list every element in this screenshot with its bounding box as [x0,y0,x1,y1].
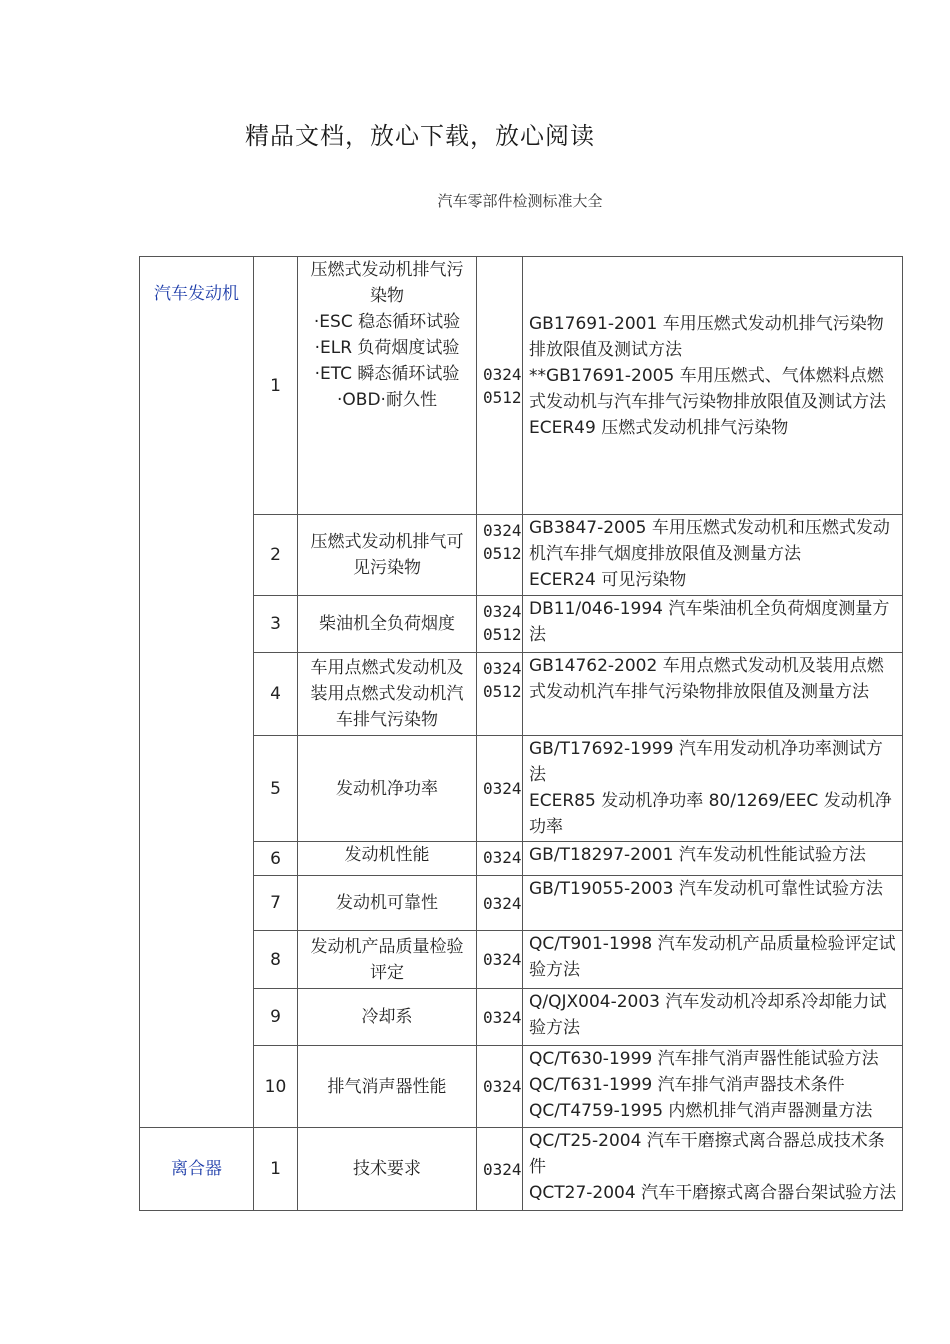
standards-cell [523,257,903,515]
test-item-label: 压燃式发动机排气可见污染物 [310,532,464,578]
code-cell [477,653,523,736]
standard-entry: QCT27-2004 汽车干磨擦式离合器台架试验方法 [529,1183,897,1203]
code-cell: 0324 [477,989,523,1046]
standards-cell [523,515,903,596]
code-value: 0324 [483,848,522,867]
standards-cell [523,1046,903,1128]
standard-entry: **GB17691-2005 车用压燃式、气体燃料点燃式发动机与汽车排气污染物排放限值及测试方法 [529,366,886,412]
test-item [298,1128,477,1211]
code-cell: 0324 [477,1046,523,1128]
test-item [298,736,477,842]
table-row [140,596,903,653]
test-subitem: ·ETC 瞬态循环试验 [314,364,460,384]
document-banner: 精品文档，放心下载，放心阅读 [245,122,595,150]
test-item [298,876,477,931]
row-number: 2 [254,515,298,596]
test-item [298,842,477,876]
standard-entry: QC/T630-1999 汽车排气消声器性能试验方法 [529,1049,879,1069]
document-title: 汽车零部件检测标准大全 [437,192,603,210]
table-row [140,1128,903,1211]
code-cell: 0324 [477,736,523,842]
standards-cell [523,653,903,736]
test-item-label: 发动机性能 [344,845,430,865]
standard-entry: GB3847-2005 车用压燃式发动机和压燃式发动机汽车排气烟度排放限值及测量方法 [529,518,890,564]
standards-list [529,1128,898,1206]
table-row [140,257,903,515]
standard-entry: ECER85 发动机净功率 80/1269/EEC 发动机净功率 [529,791,892,837]
row-number: 9 [254,989,298,1046]
table-row [140,1046,903,1128]
standard-entry: QC/T631-1999 汽车排气消声器技术条件 [529,1075,845,1095]
row-number: 5 [254,736,298,842]
code-cell [477,842,523,876]
standards-cell [523,876,903,931]
test-item-label: 发动机产品质量检验评定 [310,936,464,983]
standard-entry: GB/T19055-2003 汽车发动机可靠性试验方法 [529,879,883,899]
test-item [298,257,477,515]
standard-entry: GB17691-2001 车用压燃式发动机排气污染物排放限值及测试方法 [529,314,884,360]
test-item-label: 发动机净功率 [336,778,438,799]
standard-entry: ECER49 压燃式发动机排气污染物 [529,418,789,438]
standard-entry: Q/QJX004-2003 汽车发动机冷却系冷却能力试验方法 [529,992,887,1038]
test-item [298,515,477,596]
code-cell [477,515,523,596]
test-item [298,989,477,1046]
category-cell [140,1128,254,1211]
test-subitem: ·ESC 稳态循环试验 [313,312,461,332]
row-number: 1 [254,257,298,515]
table-row [140,842,903,876]
code-cell: 0324 [477,876,523,931]
table-row [140,736,903,842]
code-cell [477,596,523,653]
category-cell [140,257,254,1128]
test-item [298,653,477,736]
row-number: 1 [254,1128,298,1211]
row-number: 3 [254,596,298,653]
test-subitem: ·ELR 负荷烟度试验 [314,338,460,358]
row-number: 6 [254,842,298,876]
standards-cell [523,1128,903,1211]
standard-entry: DB11/046-1994 汽车柴油机全负荷烟度测量方法 [529,599,890,645]
test-subitem: ·OBD·耐久性 [337,390,437,410]
test-item-label: 排气消声器性能 [327,1076,447,1097]
table-row [140,931,903,989]
standard-entry: QC/T25-2004 汽车干磨擦式离合器总成技术条件 [529,1131,885,1177]
test-item-label: 发动机可靠性 [336,893,438,913]
standard-entry: GB/T17692-1999 汽车用发动机净功率测试方法 [529,739,883,785]
test-item [298,1046,477,1128]
row-number: 10 [254,1046,298,1128]
code-value: 0324 0512 [483,659,522,701]
test-item-label: 柴油机全负荷烟度 [319,614,455,634]
table-row [140,653,903,736]
category-label: 汽车发动机 [154,284,239,304]
standards-cell [523,989,903,1046]
test-item [298,931,477,989]
row-number: 8 [254,931,298,989]
test-item-label: 技术要求 [353,1159,421,1179]
test-item-label: 冷却系 [361,1007,413,1027]
table-row [140,876,903,931]
code-cell: 0324 0512 [477,257,523,515]
test-item-label: 车用点燃式发动机及装用点燃式发动机汽车排气污染物 [310,658,464,730]
code-value: 0324 0512 [483,602,522,644]
standard-entry: QC/T901-1998 汽车发动机产品质量检验评定试验方法 [529,934,896,980]
standards-table [139,256,903,1211]
standards-cell [523,596,903,653]
test-item [298,596,477,653]
row-number: 4 [254,653,298,736]
code-cell: 0324 [477,931,523,989]
standards-cell [523,736,903,842]
standard-entry: GB/T18297-2001 汽车发动机性能试验方法 [529,845,866,865]
standard-entry: GB14762-2002 车用点燃式发动机及装用点燃式发动机汽车排气污染物排放限值及测量方法 [529,656,884,702]
code-value: 0324 0512 [483,521,522,563]
category-label: 离合器 [171,1159,222,1179]
standards-cell [523,931,903,989]
standard-entry: QC/T4759-1995 内燃机排气消声器测量方法 [529,1101,873,1121]
standards-list [529,1046,898,1124]
standard-entry: ECER24 可见污染物 [529,570,687,590]
standards-cell [523,842,903,876]
code-cell: 0324 [477,1128,523,1211]
table-row [140,515,903,596]
test-item-label: 压燃式发动机排气污染物 [310,260,464,306]
row-number: 7 [254,876,298,931]
table-row [140,989,903,1046]
